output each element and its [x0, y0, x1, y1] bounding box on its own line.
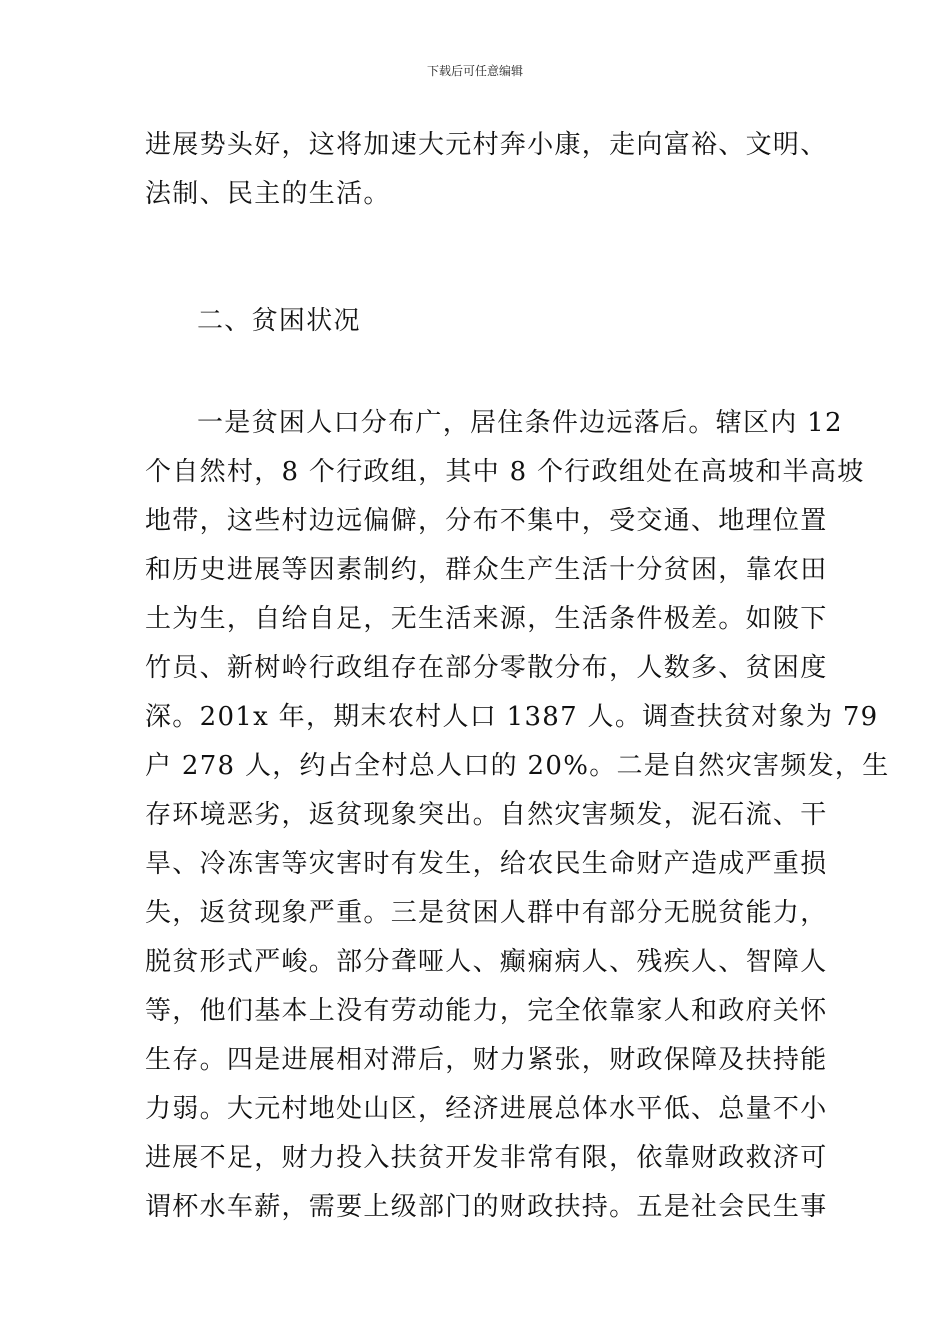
paragraph-line: 地带，这些村边远偏僻，分布不集中，受交通、地理位置	[145, 506, 828, 536]
paragraph-line: 进展势头好，这将加速大元村奔小康，走向富裕、文明、	[145, 130, 828, 160]
paragraph-line: 和历史进展等因素制约，群众生产生活十分贫困，靠农田	[145, 555, 828, 585]
paragraph-line: 进展不足，财力投入扶贫开发非常有限，依靠财政救济可	[145, 1143, 828, 1173]
paragraph-poverty-status	[145, 399, 890, 1232]
paragraph-line: 力弱。大元村地处山区，经济进展总体水平低、总量不小	[145, 1094, 828, 1124]
paragraph-line: 个自然村，8 个行政组，其中 8 个行政组处在高坡和半高坡	[145, 457, 865, 487]
paragraph-line: 一是贫困人口分布广，居住条件边远落后。辖区内 12	[197, 408, 843, 438]
paragraph-line: 失，返贫现象严重。三是贫困人群中有部分无脱贫能力，	[145, 898, 828, 928]
paragraph-line: 户 278 人，约占全村总人口的 20%。二是自然灾害频发，生	[145, 751, 890, 781]
paragraph-line: 土为生，自给自足，无生活来源，生活条件极差。如陂下	[145, 604, 828, 634]
paragraph-intro	[145, 121, 828, 219]
paragraph-line: 深。201x 年，期末农村人口 1387 人。调查扶贫对象为 79	[145, 702, 879, 732]
paragraph-line: 等，他们基本上没有劳动能力，完全依靠家人和政府关怀	[145, 996, 828, 1026]
paragraph-line: 旱、冷冻害等灾害时有发生，给农民生命财产造成严重损	[145, 849, 828, 879]
paragraph-line: 脱贫形式严峻。部分聋哑人、癫痫病人、残疾人、智障人	[145, 947, 828, 977]
page-header: 下载后可任意编辑	[426, 64, 523, 78]
paragraph-line: 法制、民主的生活。	[145, 179, 391, 209]
document-body	[145, 121, 890, 1232]
paragraph-line: 谓杯水车薪，需要上级部门的财政扶持。五是社会民生事	[145, 1192, 828, 1222]
section-heading: 二、贫困状况	[197, 306, 361, 336]
paragraph-line: 存环境恶劣，返贫现象突出。自然灾害频发，泥石流、干	[145, 800, 828, 830]
paragraph-line: 竹员、新树岭行政组存在部分零散分布，人数多、贫困度	[145, 653, 828, 683]
paragraph-line: 生存。四是进展相对滞后，财力紧张，财政保障及扶持能	[145, 1045, 828, 1075]
